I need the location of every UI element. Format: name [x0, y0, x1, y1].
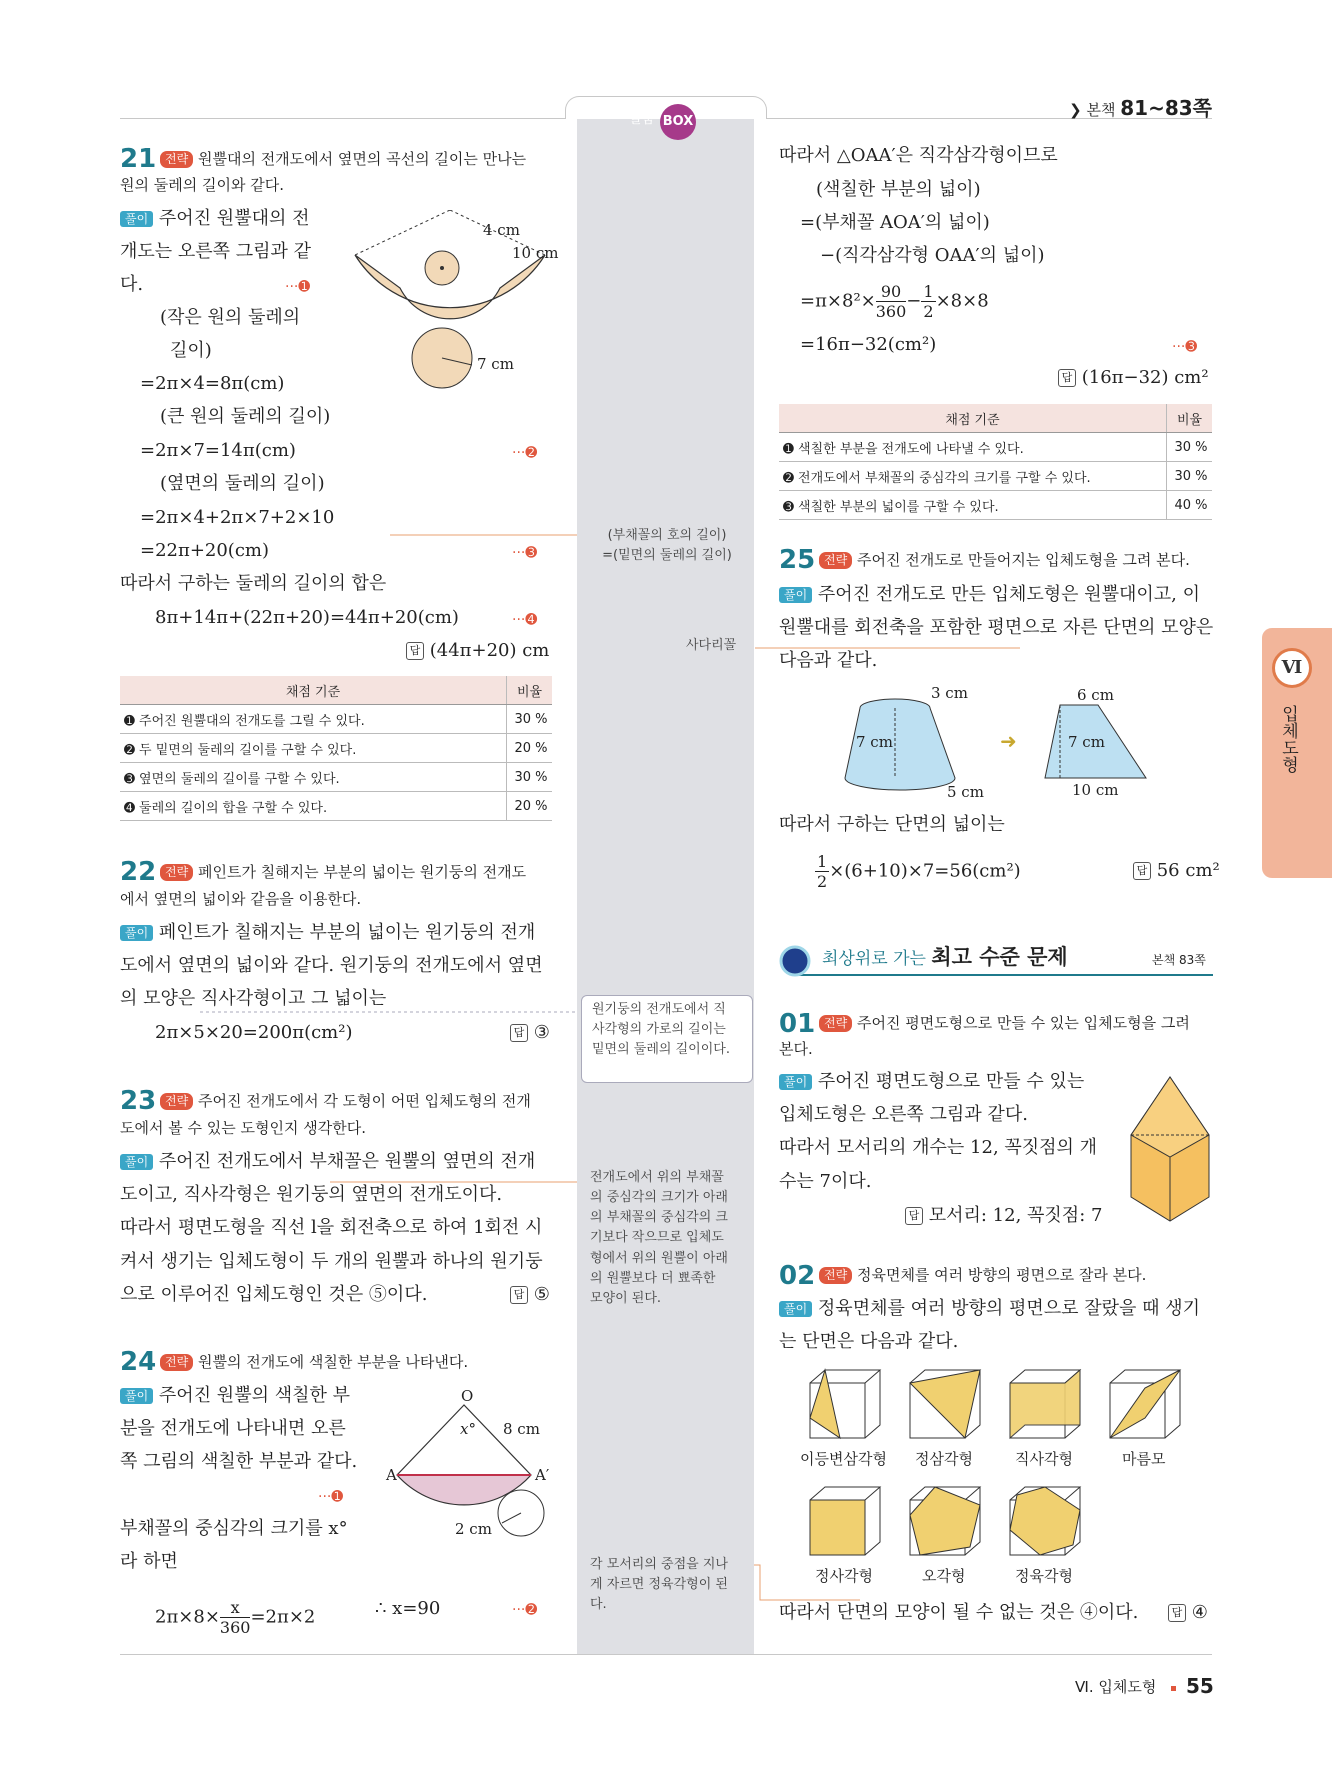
strategy-line: 도에서 볼 수 있는 도형인지 생각한다. [120, 1119, 366, 1137]
cube-hexagon [1010, 1487, 1080, 1555]
solution-line: 라 하면 [120, 1551, 178, 1572]
figure-label: 7 cm [856, 733, 893, 751]
figure-label: 7 cm [1068, 733, 1105, 751]
strategy-line: 전략 정육면체를 여러 방향의 평면으로 잘라 본다. [819, 1266, 1146, 1284]
solution-line: =2π×4+2π×7+2×10 [140, 507, 335, 528]
solution-line: 분을 전개도에 나타내면 오른 [120, 1418, 346, 1439]
solution-line: =22π+20(cm) [140, 540, 269, 561]
solution-line: =(부채꼴 AOA′의 넓이) [800, 212, 990, 233]
shape-label: 마름모 [1122, 1450, 1166, 1468]
strategy-line: 전략 주어진 전개도에서 각 도형이 어떤 입체도형의 전개 [160, 1092, 531, 1110]
shape-label: 정사각형 [815, 1567, 873, 1585]
step-marker: ···➌ [1172, 339, 1198, 355]
solution-line: 따라서 구하는 단면의 넓이는 [779, 814, 1005, 835]
solution-tag: 풀이 [120, 1154, 153, 1170]
chapter-numeral: Ⅵ [1272, 648, 1312, 688]
chapter-title: 입체도형 [1278, 705, 1298, 773]
strategy-tag: 전략 [160, 864, 193, 880]
solution-line: (큰 원의 둘레의 길이) [160, 406, 331, 427]
shape-label: 정삼각형 [915, 1450, 973, 1468]
solution-line: 켜서 생기는 입체도형이 두 개의 원뿔과 하나의 원기둥 [120, 1251, 543, 1272]
solution-line: 풀이 주어진 전개도로 만든 입체도형은 원뿔대이고, 이 [779, 584, 1200, 606]
solution-tag: 풀이 [120, 925, 153, 941]
strategy-line: 전략 주어진 전개도로 만들어지는 입체도형을 그려 본다. [819, 551, 1190, 569]
solution-line: 부채꼴의 중심각의 크기를 x° [120, 1518, 348, 1539]
figure-label: 3 cm [931, 684, 968, 702]
figure-label: 10 cm [1072, 781, 1119, 799]
strategy-line: 전략 주어진 평면도형으로 만들 수 있는 입체도형을 그려 [819, 1014, 1190, 1032]
fraction: $\frac{1}{2}$ [817, 852, 828, 892]
shape-label: 오각형 [922, 1567, 966, 1585]
strategy-tag: 전략 [819, 552, 852, 568]
solution-tag: 풀이 [779, 1301, 812, 1317]
shape-label: 이등변삼각형 [800, 1450, 887, 1468]
answer-line: 답 ④ [1168, 1602, 1208, 1624]
solution-line: (색칠한 부분의 넓이) [816, 179, 981, 200]
solution-tag: 풀이 [779, 1074, 812, 1090]
problem-number: 02 [779, 1261, 816, 1291]
figure-label: x° [460, 1420, 476, 1438]
cube-sections-row2 [805, 1485, 1105, 1560]
problem-number: 25 [779, 545, 816, 575]
table-row: ➋ 전개도에서 부채꼴의 중심각의 크기를 구할 수 있다. 30 % [779, 462, 1212, 491]
solution-line: 의 모양은 직사각형이고 그 넓이는 [120, 988, 387, 1009]
figure-label: 10 cm [512, 244, 559, 262]
solution-line: 풀이 주어진 전개도에서 부채꼴은 원뿔의 옆면의 전개 [120, 1151, 535, 1173]
section-title: 최상위로 가는 최고 수준 문제 [822, 945, 1068, 969]
cube-equilateral [910, 1370, 980, 1438]
answer-icon: 답 [1058, 369, 1076, 387]
strategy-line: 본다. [779, 1040, 813, 1058]
solution-line: =16π−32(cm²) [800, 334, 937, 355]
solution-line: =2π×4=8π(cm) [140, 373, 285, 394]
shape-label: 정육각형 [1015, 1567, 1073, 1585]
box-label: 일품 [628, 111, 656, 127]
figure-label: 5 cm [947, 783, 984, 801]
cube-isosceles [810, 1370, 880, 1438]
fraction: $\frac{1}{2}$ [923, 282, 934, 322]
answer-icon: 답 [1133, 862, 1151, 880]
chevron-right-icon: ❯ [1069, 101, 1082, 119]
step-marker: ···➋ [512, 1602, 538, 1618]
table-row: ➌ 옆면의 둘레의 길이를 구할 수 있다. 30 % [120, 763, 552, 792]
strategy-line: 에서 옆면의 넓이와 같음을 이용한다. [120, 890, 362, 908]
strategy-tag: 전략 [819, 1267, 852, 1283]
solution-line: 쪽 그림의 색칠한 부분과 같다. [120, 1451, 358, 1472]
table-row: ➋ 두 밑면의 둘레의 길이를 구할 수 있다. 20 % [120, 734, 552, 763]
cube-pentagon [910, 1487, 980, 1555]
solution-line: 따라서 모서리의 개수는 12, 꼭짓점의 개 [779, 1137, 1098, 1158]
solution-line: 따라서 △OAA′은 직각삼각형이므로 [779, 145, 1058, 166]
solution-line: 수는 7이다. [779, 1171, 872, 1192]
solution-line: 원뿔대를 회전축을 포함한 평면으로 자른 단면의 모양은 [779, 617, 1214, 638]
solution-line: 길이) [170, 340, 212, 361]
figure-label: O [461, 1387, 474, 1405]
solution-line: 풀이 주어진 원뿔의 색칠한 부 [120, 1385, 350, 1407]
table-header: 비율 [1167, 404, 1213, 433]
fraction: $\frac{90}{360}$ [875, 282, 907, 322]
problem-number: 01 [779, 1009, 816, 1039]
shape-label: 직사각형 [1015, 1450, 1073, 1468]
sidenote: 원기둥의 전개도에서 직 사각형의 가로의 길이는 밑면의 둘레의 길이이다. [592, 1002, 730, 1058]
table-row: ➌ 색칠한 부분의 넓이를 구할 수 있다. 40 % [779, 491, 1212, 520]
scoring-table [779, 404, 1212, 520]
figure-label: 6 cm [1077, 686, 1114, 704]
sidenote: 사다리꼴 [686, 638, 737, 653]
problem-number: 21 [120, 144, 157, 174]
step-marker: ···➊ [318, 1489, 344, 1505]
step-marker: ···➊ [285, 279, 311, 295]
answer-line: 답 56 cm² [1133, 860, 1220, 882]
cube-rhombus [1110, 1370, 1180, 1438]
solution-line: (작은 원의 둘레의 [160, 307, 301, 328]
footer-dot [1171, 1686, 1176, 1691]
sidenote: 각 모서리의 중점을 지나 게 자르면 정육각형이 된 다. [590, 1557, 728, 1613]
solution-line: 2π×5×20=200π(cm²) [155, 1022, 353, 1043]
solution-line: 풀이 주어진 평면도형으로 만들 수 있는 [779, 1071, 1084, 1093]
fraction: $\frac{x}{360}$ [219, 1598, 251, 1638]
strategy-line: 전략 페인트가 칠해지는 부분의 넓이는 원기둥의 전개도 [160, 863, 526, 881]
cube-rectangle [1010, 1370, 1080, 1438]
table-row: ➊ 주어진 원뿔대의 전개도를 그릴 수 있다. 30 % [120, 705, 552, 734]
strategy-tag: 전략 [819, 1015, 852, 1031]
strategy-line: 원의 둘레의 길이와 같다. [120, 176, 284, 194]
section-reference: 본책 83쪽 [1152, 953, 1206, 967]
solution-line: =2π×7=14π(cm) [140, 440, 296, 461]
strategy-line: 전략 원뿔의 전개도에 색칠한 부분을 나타낸다. [160, 1353, 468, 1371]
strategy-tag: 전략 [160, 1093, 193, 1109]
solution-tag: 풀이 [120, 211, 153, 227]
equation-line: 2π×8× $\frac{x}{360}$ =2π×2 [155, 1598, 316, 1638]
solution-line: 는 단면은 다음과 같다. [779, 1331, 959, 1352]
solution-line: (옆면의 둘레의 길이) [160, 473, 325, 494]
solution-line: 따라서 구하는 둘레의 길이의 합은 [120, 573, 387, 594]
solution-line: 으로 이루어진 입체도형인 것은 ⑤이다. [120, 1284, 428, 1305]
strategy-tag: 전략 [160, 151, 193, 167]
problem-number: 24 [120, 1347, 157, 1377]
figure-label: 4 cm [483, 221, 520, 239]
cube-sections-row1 [805, 1368, 1205, 1443]
answer-icon: 답 [905, 1207, 923, 1225]
figure-label: 2 cm [455, 1520, 492, 1538]
solution-line: 입체도형은 오른쪽 그림과 같다. [779, 1104, 1028, 1125]
solution-line: 따라서 평면도형을 직선 l을 회전축으로 하여 1회전 시 [120, 1217, 543, 1238]
table-header: 비율 [507, 676, 553, 705]
solution-line: 도이고, 직사각형은 원기둥의 옆면의 전개도이다. [120, 1184, 503, 1205]
answer-line: 답 (44π+20) cm [406, 640, 549, 662]
sidenote: 전개도에서 위의 부채꼴 의 중심각의 크기가 아래 의 부채꼴의 중심각의 크 기보다 작으므로 입체도 형에서 위의 원뿔이 아래 의 원뿔보다 더 뾰족한 모양이 된다. [590, 1170, 728, 1306]
sidenote: (부채꼴의 호의 길이) =(밑면의 둘레의 길이) [602, 528, 732, 564]
polyhedron-figure [1125, 1075, 1215, 1225]
solution-line: 8π+14π+(22π+20)=44π+20(cm) [155, 607, 459, 628]
strategy-tag: 전략 [160, 1354, 193, 1370]
table-row: ➊ 색칠한 부분을 전개도에 나타낼 수 있다. 30 % [779, 433, 1212, 462]
answer-icon: 답 [510, 1286, 528, 1304]
solution-line: 개도는 오른쪽 그림과 같 [120, 241, 312, 262]
page-reference: ❯ 본책 81~83쪽 [1069, 96, 1212, 120]
step-marker: ···➌ [512, 545, 538, 561]
solution-tag: 풀이 [120, 1388, 153, 1404]
step-marker: ···➍ [512, 612, 538, 628]
solution-line: 풀이 주어진 원뿔대의 전 [120, 208, 309, 230]
equation-line: =π×8²× $\frac{90}{360}$ − $\frac{1}{2}$ ×8×8 [800, 282, 989, 322]
solution-tag: 풀이 [779, 587, 812, 603]
problem-number: 23 [120, 1086, 157, 1116]
strategy-line: 전략 원뿔대의 전개도에서 옆면의 곡선의 길이는 만나는 [160, 150, 526, 168]
arrow-right-icon: ➜ [1000, 729, 1017, 753]
figure-label: A [386, 1466, 397, 1484]
footer-chapter: Ⅵ. 입체도형 [1075, 1678, 1157, 1696]
solution-line: 풀이 페인트가 칠해지는 부분의 넓이는 원기둥의 전개 [120, 922, 535, 944]
table-row: ➍ 둘레의 길이의 합을 구할 수 있다. 20 % [120, 792, 552, 821]
box-badge: BOX [660, 104, 696, 140]
figure-label: 8 cm [503, 1420, 540, 1438]
solution-line: 풀이 정육면체를 여러 방향의 평면으로 잘랐을 때 생기 [779, 1298, 1200, 1320]
solution-line: −(직각삼각형 OAA′의 넓이) [820, 245, 1045, 266]
figure-label: 7 cm [477, 355, 514, 373]
problem-number: 22 [120, 857, 157, 887]
table-header: 채점 기준 [779, 404, 1167, 433]
page-number: 55 [1186, 1674, 1214, 1698]
cube-square [810, 1487, 880, 1555]
answer-icon: 답 [406, 642, 424, 660]
answer-line: 답 모서리: 12, 꼭짓점: 7 [905, 1205, 1102, 1227]
answer-icon: 답 [510, 1024, 528, 1042]
solution-line: 다음과 같다. [779, 650, 878, 671]
equation-line: ∴ x=90 [375, 1598, 441, 1619]
table-header: 채점 기준 [120, 676, 507, 705]
section-dot-icon [781, 947, 809, 975]
answer-line: 답 (16π−32) cm² [1058, 367, 1209, 389]
step-marker: ···➋ [512, 445, 538, 461]
figure-label: A′ [535, 1466, 550, 1484]
answer-icon: 답 [1168, 1604, 1186, 1622]
solution-line: 따라서 단면의 모양이 될 수 없는 것은 ④이다. [779, 1602, 1139, 1623]
solution-line: 다. [120, 274, 144, 295]
answer-line: 답 ③ [510, 1022, 550, 1044]
solution-line: 도에서 옆면의 넓이와 같다. 원기둥의 전개도에서 옆면 [120, 955, 543, 976]
answer-line: 답 ⑤ [510, 1284, 550, 1306]
bottom-rule [120, 1654, 1212, 1655]
equation-line: $\frac{1}{2}$ ×(6+10)×7=56(cm²) [817, 852, 1021, 892]
